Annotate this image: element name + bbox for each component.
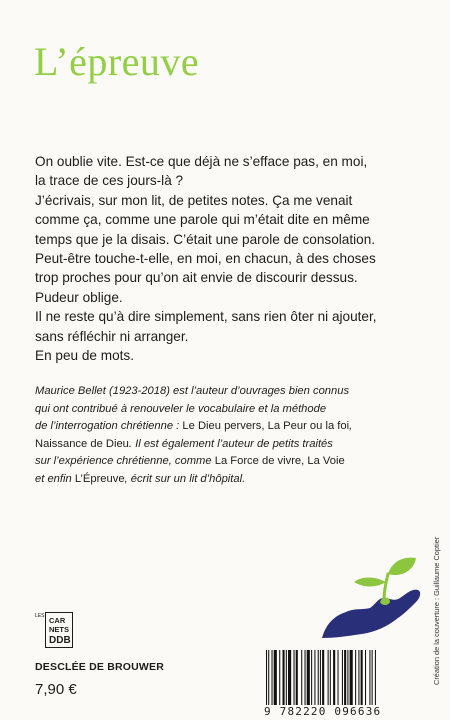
logo-line: DDB: [49, 635, 71, 646]
book-title-ref: L’Épreuve: [74, 472, 125, 485]
barcode-bar: [344, 650, 346, 705]
barcode-bar: [372, 650, 373, 705]
barcode-bar: [365, 650, 366, 705]
barcode-bar: [328, 650, 329, 705]
bio-line: qui ont contribué à renouveler le vocabulaire et la méthode: [35, 402, 327, 415]
back-cover-blurb: [35, 152, 427, 365]
logo-box: [45, 612, 73, 648]
barcode-bar: [307, 650, 310, 705]
blurb-line: J’écrivais, sur mon lit, de petites notes. Ça me venait: [35, 192, 353, 208]
barcode-bar: [301, 650, 302, 705]
barcode-bar: [320, 650, 321, 705]
blurb-line: trop proches pour qu’on ait envie de discourir dessus.: [35, 270, 358, 286]
barcode-bar: [286, 650, 287, 705]
hand-with-sprout-illustration: [318, 552, 428, 642]
book-title-ref: Naissance de Dieu: [35, 437, 129, 450]
logo-line: NETS: [49, 625, 70, 634]
blurb-line: sans réfléchir ni arranger.: [35, 328, 189, 344]
leaf-left: [354, 578, 386, 587]
barcode-bar: [266, 650, 267, 705]
barcode-bar: [296, 650, 298, 705]
hand-shape: [322, 590, 420, 638]
barcode-bar: [322, 650, 324, 705]
collection-logo: [35, 612, 73, 648]
barcode-bar: [338, 650, 339, 705]
blurb-line: On oublie vite. Est-ce que déjà ne s’efface pas, en moi,: [35, 154, 368, 169]
barcode-bar: [333, 650, 335, 705]
barcode-bar: [318, 650, 319, 705]
barcode-bar: [305, 650, 306, 705]
logo-side-text: LES: [35, 613, 45, 619]
barcode-bar: [283, 650, 285, 705]
price: 7,90 €: [35, 681, 77, 698]
barcode-bar: [314, 650, 315, 705]
barcode-bar: [288, 650, 291, 705]
barcode-bar: [272, 650, 273, 705]
barcode-bar: [279, 650, 280, 705]
barcode-bar: [274, 650, 277, 705]
barcode-bar: [311, 650, 312, 705]
bio-line: . Il est également l’auteur de petits traités: [128, 437, 333, 450]
barcode-bar: [330, 650, 331, 705]
bio-line: et enfin: [35, 472, 75, 485]
barcode-bar: [350, 650, 353, 705]
book-title-ref: La Voie: [307, 455, 345, 468]
bio-line: sur l’expérience chrétienne, comme: [35, 455, 215, 468]
blurb-line: la trace de ces jours-là ?: [35, 173, 184, 189]
bio-line: Maurice Bellet (1923-2018) est l’auteur d’ouvrages bien connus: [35, 385, 350, 397]
blurb-line: Pudeur oblige.: [35, 289, 123, 305]
barcode-bar: [361, 650, 363, 705]
stem: [384, 574, 388, 600]
blurb-line: comme ça, comme une parole qui m’était dite en même: [35, 212, 370, 228]
barcode: [262, 650, 422, 705]
barcode-bar: [294, 650, 295, 705]
logo-line: CAR: [49, 616, 66, 625]
barcode-bar: [268, 650, 269, 705]
barcode-bar: [342, 650, 343, 705]
cover-credit: Création de la couverture : Guillaume Coptier: [432, 536, 441, 685]
barcode-bar: [369, 650, 370, 705]
leaf-right: [388, 558, 416, 575]
blurb-line: Peut-être touche-t-elle, en moi, en chacun, à des choses: [35, 251, 376, 267]
barcode-bar: [375, 650, 376, 705]
author-bio: Maurice Bellet (1923-2018) est l’auteur d’ouvrages bien connus qui ont contribué à renouveler le vocabulaire et la méthode de l’interrogation chrétienne : Le Dieu pervers, La Peur ou la foi, Naissance de Dieu. Il est également l’auteur de petits traités sur l’expérience chrétienne, comme La Force de vivre, La Voie et enfin L’Épreuve, écrit sur un lit d’hôpital.: [35, 385, 353, 485]
book-title-ref: La Peur ou la foi: [267, 420, 350, 433]
barcode-bar: [347, 650, 348, 705]
blurb-line: Il ne reste qu’à dire simplement, sans rien ôter ni ajouter,: [35, 309, 377, 325]
bio-line: de l’interrogation chrétienne :: [35, 420, 183, 433]
isbn-number: 9 782220 096636: [264, 705, 382, 718]
bio-line: , écrit sur un lit d’hôpital.: [124, 472, 246, 485]
publisher-name: DESCLÉE DE BROUWER: [35, 661, 165, 673]
barcode-bar: [355, 650, 356, 705]
book-title-ref: La Force de vivre: [214, 455, 302, 468]
book-title-ref: Le Dieu pervers: [182, 420, 262, 433]
barcode-bar: [358, 650, 359, 705]
book-title: L’épreuve: [34, 39, 200, 84]
blurb-line: temps que je la disais. C’était une parole de consolation.: [35, 231, 376, 247]
blurb-line: En peu de mots.: [35, 348, 134, 364]
